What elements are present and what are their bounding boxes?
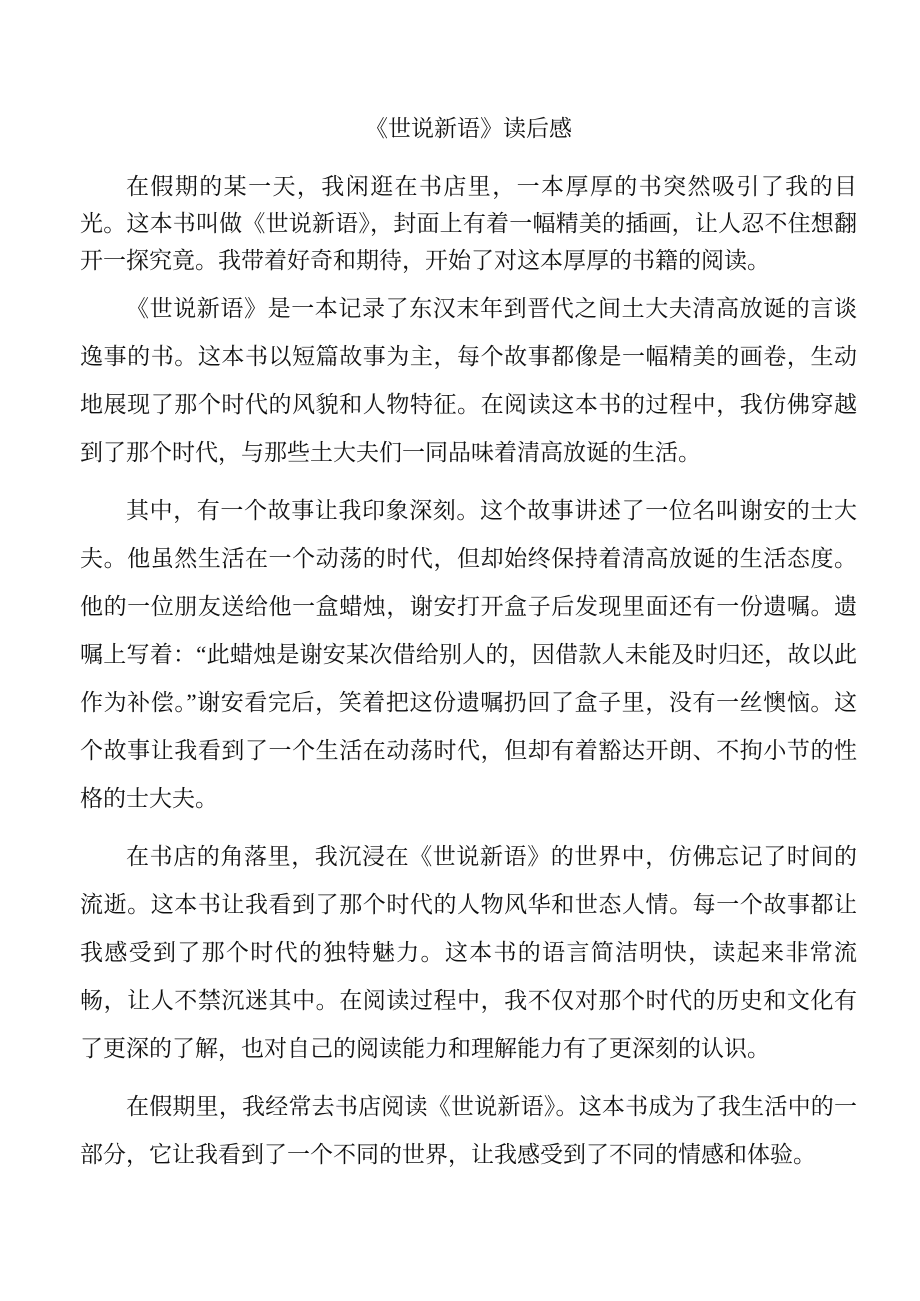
paragraph-xiean-story: 其中，有一个故事让我印象深刻。这个故事讲述了一位名叫谢安的士大夫。他虽然生活在一个动荡的时代，但却始终保持着清高放诞的生活态度。他的一位朋友送给他一盒蜡烛，谢安打开盒子后发现里面还有一份遗嘱。遗嘱上写着：“此蜡烛是谢安某次借给别人的，因借款人未能及时归还，故以此作为补偿。”谢安看完后，笑着把这份遗嘱扔回了盒子里，没有一丝懊恼。这个故事让我看到了一个生活在动荡时代，但却有着豁达开朗、不拘小节的性格的士大夫。: [80, 498, 857, 811]
paragraph-intro: 在假期的某一天，我闲逛在书店里，一本厚厚的书突然吸引了我的目光。这本书叫做《世说新语》，封面上有着一幅精美的插画，让人忍不住想翻开一探究竟。我带着好奇和期待，开始了对这本厚厚的书籍的阅读。: [80, 174, 857, 273]
paragraph-reading-experience: 在书店的角落里，我沉浸在《世说新语》的世界中，仿佛忘记了时间的流逝。这本书让我看到了那个时代的人物风华和世态人情。每一个故事都让我感受到了那个时代的独特魅力。这本书的语言简洁明快，读起来非常流畅，让人不禁沉迷其中。在阅读过程中，我不仅对那个时代的历史和文化有了更深的了解，也对自己的阅读能力和理解能力有了更深刻的认识。: [80, 844, 857, 1061]
document-title: 《世说新语》读后感: [365, 116, 572, 141]
paragraph-book-overview: 《世说新语》是一本记录了东汉末年到晋代之间土大夫清高放诞的言谈逸事的书。这本书以短篇故事为主，每个故事都像是一幅精美的画卷，生动地展现了那个时代的风貌和人物特征。在阅读这本书的过程中，我仿佛穿越到了那个时代，与那些土大夫们一同品味着清高放诞的生活。: [80, 296, 857, 465]
paragraph-conclusion: 在假期里，我经常去书店阅读《世说新语》。这本书成为了我生活中的一部分，它让我看到了一个不同的世界，让我感受到了不同的情感和体验。: [80, 1094, 857, 1167]
